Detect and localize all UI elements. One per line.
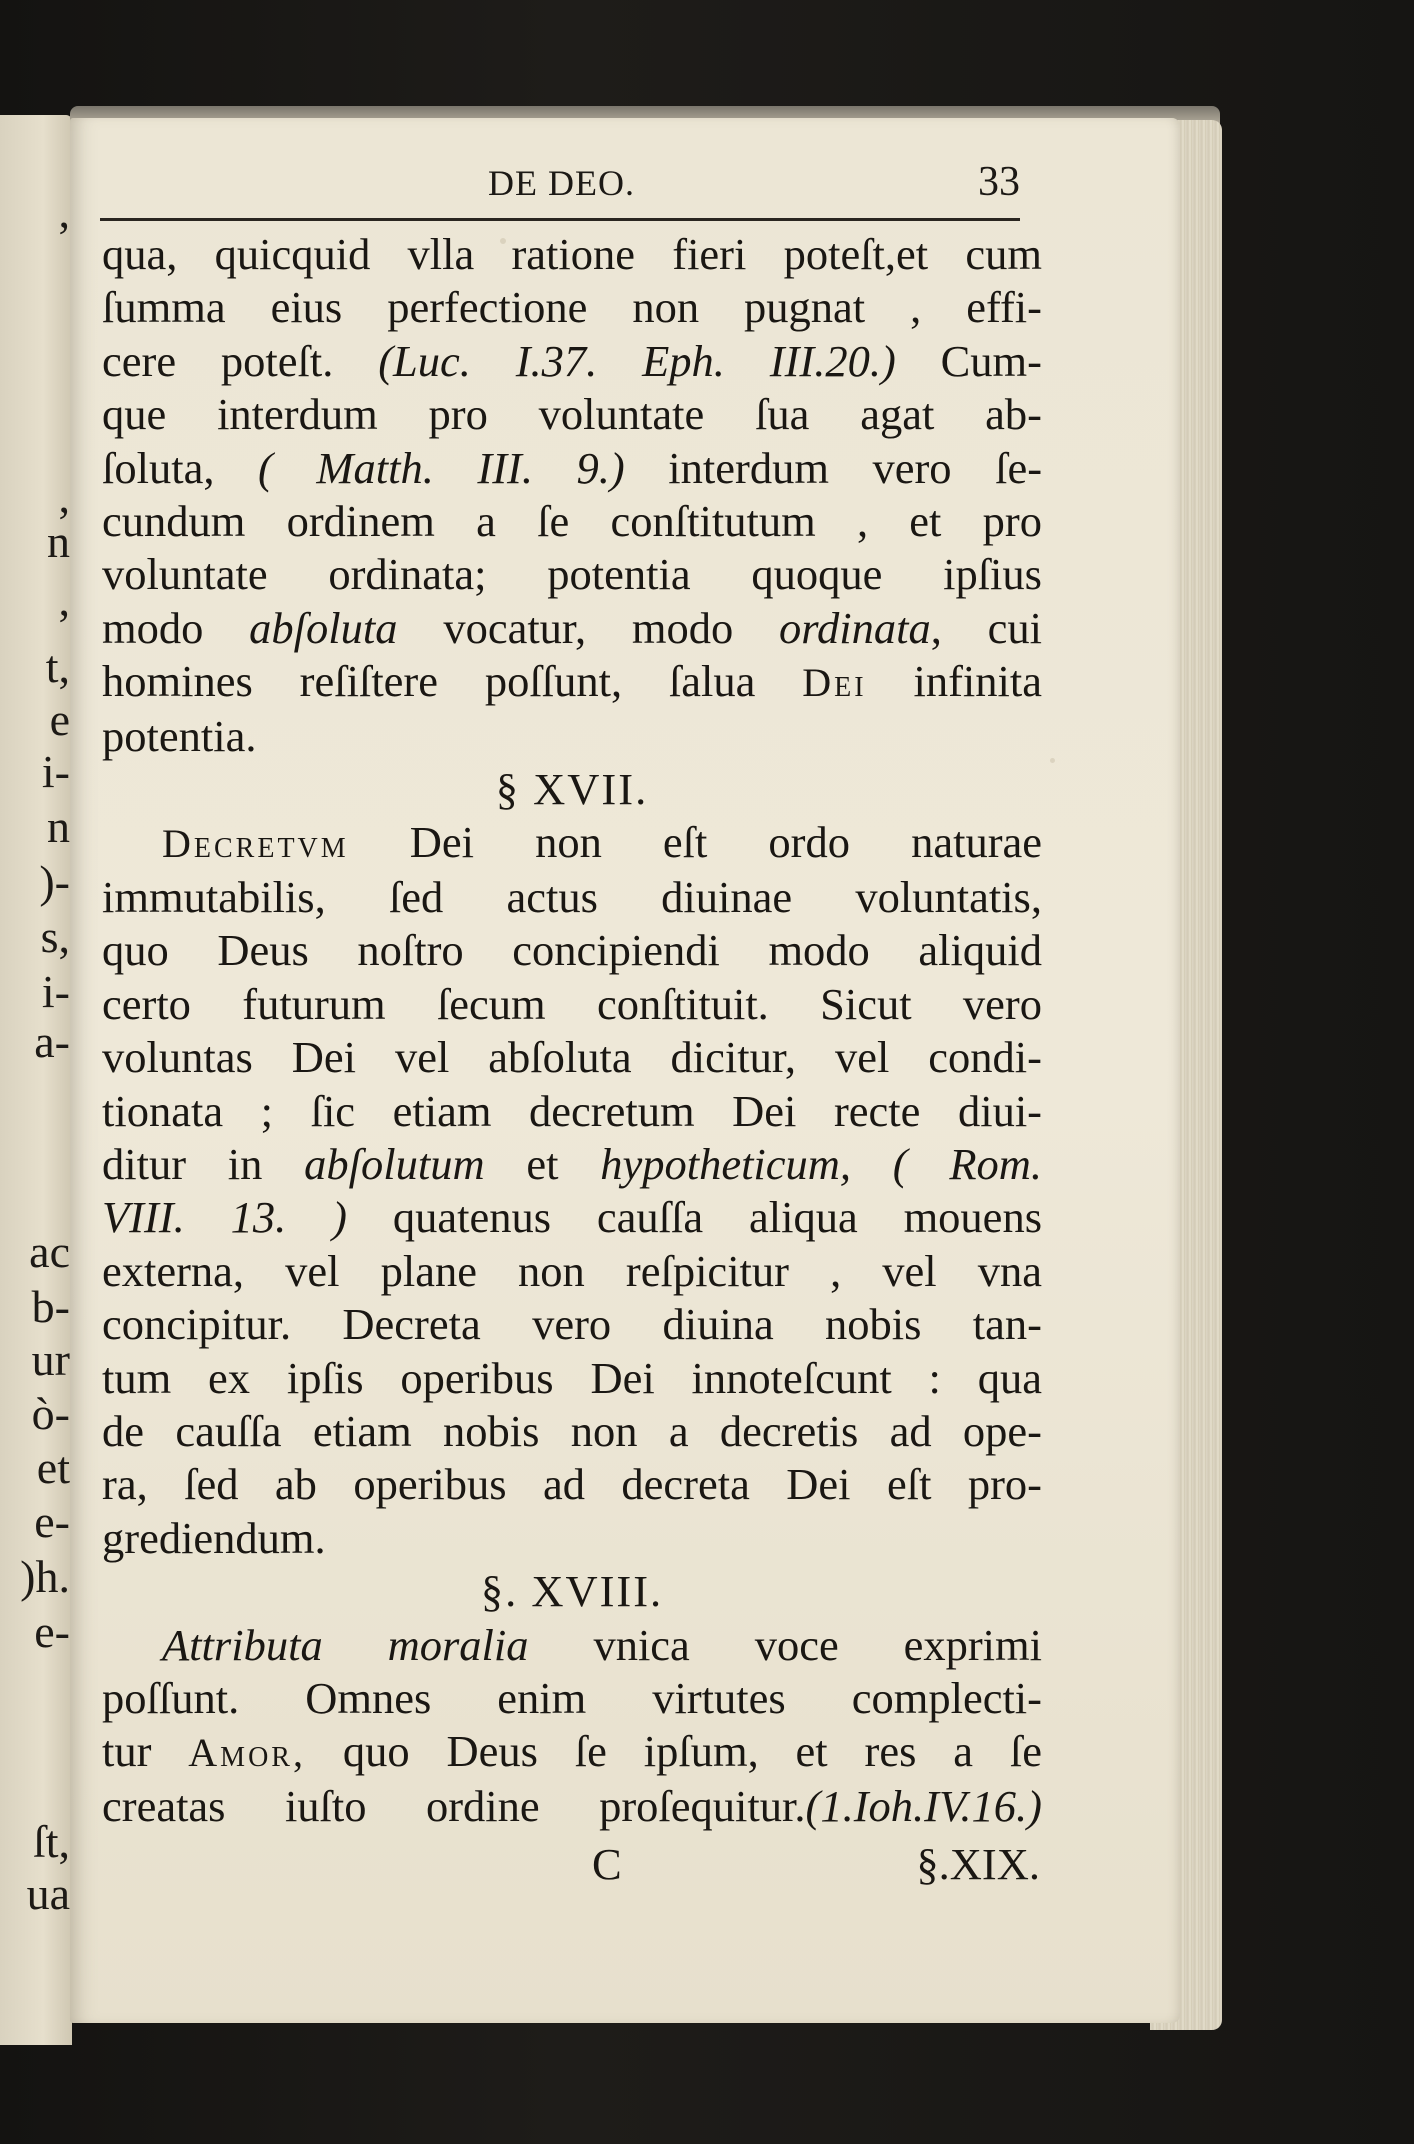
citation: (1.Ioh.IV.16.) [805,1780,1042,1831]
signature-mark: C [592,1839,622,1889]
small-caps-word: Dei [802,660,867,706]
left-fragment: i- [41,966,70,1017]
left-fragment: a- [34,1016,70,1067]
left-fragment: )- [39,856,70,907]
text-line: externa, vel plane non reſpicitur , vel vna [102,1245,1042,1296]
text-line: poſſunt. Omnes enim virtutes complecti- [102,1672,1042,1723]
text-line: de cauſſa etiam nobis non a decretis ad ope- [102,1405,1042,1456]
text-line: voluntate ordinata; potentia quoque ipſius [102,549,1042,600]
catchword: §.XIX. [916,1839,1040,1889]
text-line: tionata ; ſic etiam decretum Dei recte diui- [102,1085,1042,1136]
left-fragment: )h. [20,1551,70,1602]
text-line: cundum ordinem a ſe conſtitutum , et pro [102,496,1042,547]
left-fragment: e- [34,1606,70,1657]
left-fragment: s, [40,911,70,962]
italic-term: abſoluta [249,602,398,653]
header-rule [100,218,1020,221]
text-line: VIII. 13. ) quatenus cauſſa aliqua mouens [102,1192,1043,1243]
italic-term: hypotheticum, [600,1138,852,1189]
section-heading-18: §. XVIII. [480,1566,664,1617]
text-line: voluntas Dei vel abſoluta dicitur, vel condi- [102,1032,1042,1083]
text-line: Decretvm Dei non eſt ordo naturae [162,817,1043,868]
text-line: immutabilis, ſed actus diuinae voluntatis, [102,871,1042,922]
citation: ( Matth. III. 9.) [258,442,625,493]
text-line: cere poteſt. (Luc. I.37. Eph. III.20.) Cum- [102,335,1042,386]
left-fragment: e- [34,1496,70,1547]
left-facing-page [0,115,72,2045]
left-fragment: ſt, [32,1816,70,1867]
left-fragment: ur [31,1334,70,1385]
text-line: potentia. [102,710,257,761]
left-fragment: e [49,694,70,745]
citation: VIII. 13. ) [102,1192,347,1243]
left-fragment: ac [29,1226,70,1277]
page-number: 33 [978,159,1020,205]
page-header [100,158,1020,218]
left-fragment: i- [41,746,70,797]
italic-term: ordinata [779,602,931,653]
text-line: ſoluta, ( Matth. III. 9.) interdum vero ſe- [102,442,1043,493]
text-line: quo Deus noſtro concipiendi modo aliquid [102,925,1042,976]
text-line: concipitur. Decreta vero diuina nobis tan- [102,1299,1042,1350]
text-line: certo futurum ſecum conſtituit. Sicut vero [102,978,1042,1029]
body-text [102,228,1042,1833]
text-line: homines reſiſtere poſſunt, ſalua Dei infinita [102,656,1042,707]
small-caps-word: Decretvm [162,821,349,867]
text-line: grediendum. [102,1512,326,1563]
text-line: qua, quicquid vlla ratione fieri poteſt,et cum [102,229,1042,279]
text-line: ra, ſed ab operibus ad decreta Dei eſt pro- [102,1459,1042,1510]
left-fragment: ua [26,1868,70,1919]
italic-term: Attributa moralia [162,1619,529,1670]
text-line: ditur in abſolutum et hypotheticum, ( Rom. [102,1138,1043,1189]
citation: ( Rom. [892,1138,1043,1189]
text-line: modo abſoluta vocatur, modo ordinata, cui [102,602,1042,653]
left-fragment: , [58,471,70,522]
italic-term: abſolutum [304,1138,485,1189]
text-line: Attributa moralia vnica voce exprimi [162,1619,1043,1670]
left-fragment: t, [45,641,70,692]
paper-spot [1050,758,1055,763]
left-fragment: , [58,574,70,625]
citation: (Luc. I.37. Eph. III.20.) [378,335,896,386]
left-fragment: ò- [31,1388,70,1439]
text-line: que interdum pro voluntate ſua agat ab- [102,389,1042,440]
text-line: creatas iuſto ordine proſequitur.(1.Ioh.IV.16.) [102,1780,1042,1831]
text-line: ſumma eius perfectione non pugnat , effi- [102,282,1042,333]
left-fragment: n [47,516,70,567]
left-fragment: , [58,186,70,237]
text-line: tur Amor, quo Deus ſe ipſum, et res a ſe [102,1726,1043,1777]
left-fragment: b- [31,1281,70,1332]
small-caps-word: Amor, [188,1730,306,1776]
page-footer [102,1838,1042,1894]
running-head: DE DEO. [488,163,635,203]
text-line: tum ex ipſis operibus Dei innoteſcunt : qua [102,1352,1042,1403]
section-heading-17: § XVII. [495,764,649,815]
left-fragment: et [36,1442,70,1493]
left-fragment: n [47,801,70,852]
